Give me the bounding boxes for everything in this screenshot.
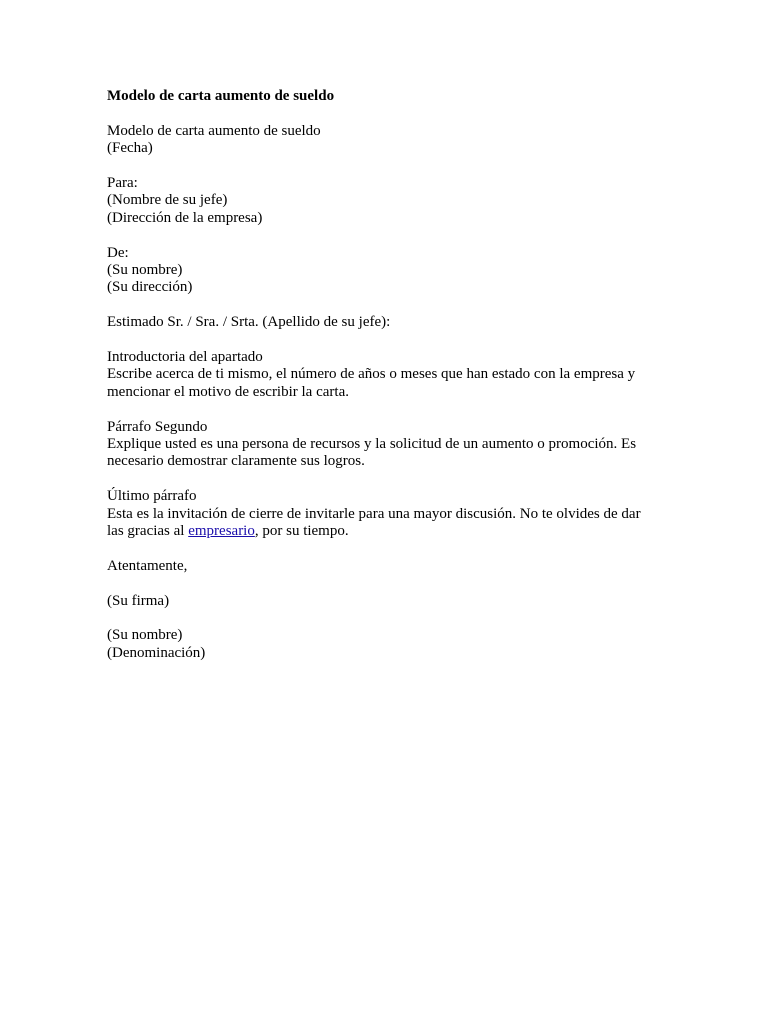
salutation (107, 314, 667, 331)
header-block (107, 123, 667, 158)
sender-block (107, 245, 667, 297)
intro-line-2: mencionar el motivo de escribir la carta. (107, 383, 349, 400)
second-heading: Párrafo Segundo (107, 418, 208, 435)
letter-body (107, 88, 667, 680)
intro-heading: Introductoria del apartado (107, 349, 263, 366)
signature (107, 593, 667, 610)
salutation-text: Estimado Sr. / Sra. / Srta. (Apellido de su jefe): (107, 314, 391, 331)
last-line-2-before: las gracias al (107, 523, 189, 540)
your-name-placeholder: (Su nombre) (107, 262, 183, 279)
second-line-2: necesario demostrar claramente sus logros. (107, 453, 365, 470)
intro-paragraph (107, 349, 667, 401)
closing (107, 558, 667, 575)
last-line-2 (107, 523, 667, 540)
letter-subtitle: Modelo de carta aumento de sueldo (107, 122, 321, 139)
last-paragraph (107, 488, 667, 540)
company-address-placeholder: (Dirección de la empresa) (107, 209, 263, 226)
last-line-2-after: , por su tiempo. (254, 523, 349, 540)
date-placeholder: (Fecha) (107, 140, 153, 157)
document-title: Modelo de carta aumento de sueldo (107, 88, 335, 104)
recipient-block (107, 175, 667, 227)
intro-line-1: Escribe acerca de ti mismo, el número de años o meses que han estado con la empresa y (107, 366, 636, 383)
your-address-placeholder: (Su dirección) (107, 279, 193, 296)
signature-placeholder: (Su firma) (107, 592, 170, 609)
second-paragraph (107, 419, 667, 471)
from-label: De: (107, 244, 129, 261)
empresario-link[interactable]: empresario (188, 523, 255, 540)
footer-name-placeholder: (Su nombre) (107, 627, 183, 644)
second-line-1: Explique usted es una persona de recursos y la solicitud de un aumento o promoción. Es (107, 436, 637, 453)
last-line-1: Esta es la invitación de cierre de invitarle para una mayor discusión. No te olvides de dar (107, 505, 641, 522)
last-heading: Último párrafo (107, 488, 197, 505)
footer-block (107, 627, 667, 662)
designation-placeholder: (Denominación) (107, 644, 206, 661)
boss-name-placeholder: (Nombre de su jefe) (107, 192, 228, 209)
to-label: Para: (107, 175, 138, 191)
closing-text: Atentamente, (107, 557, 188, 574)
